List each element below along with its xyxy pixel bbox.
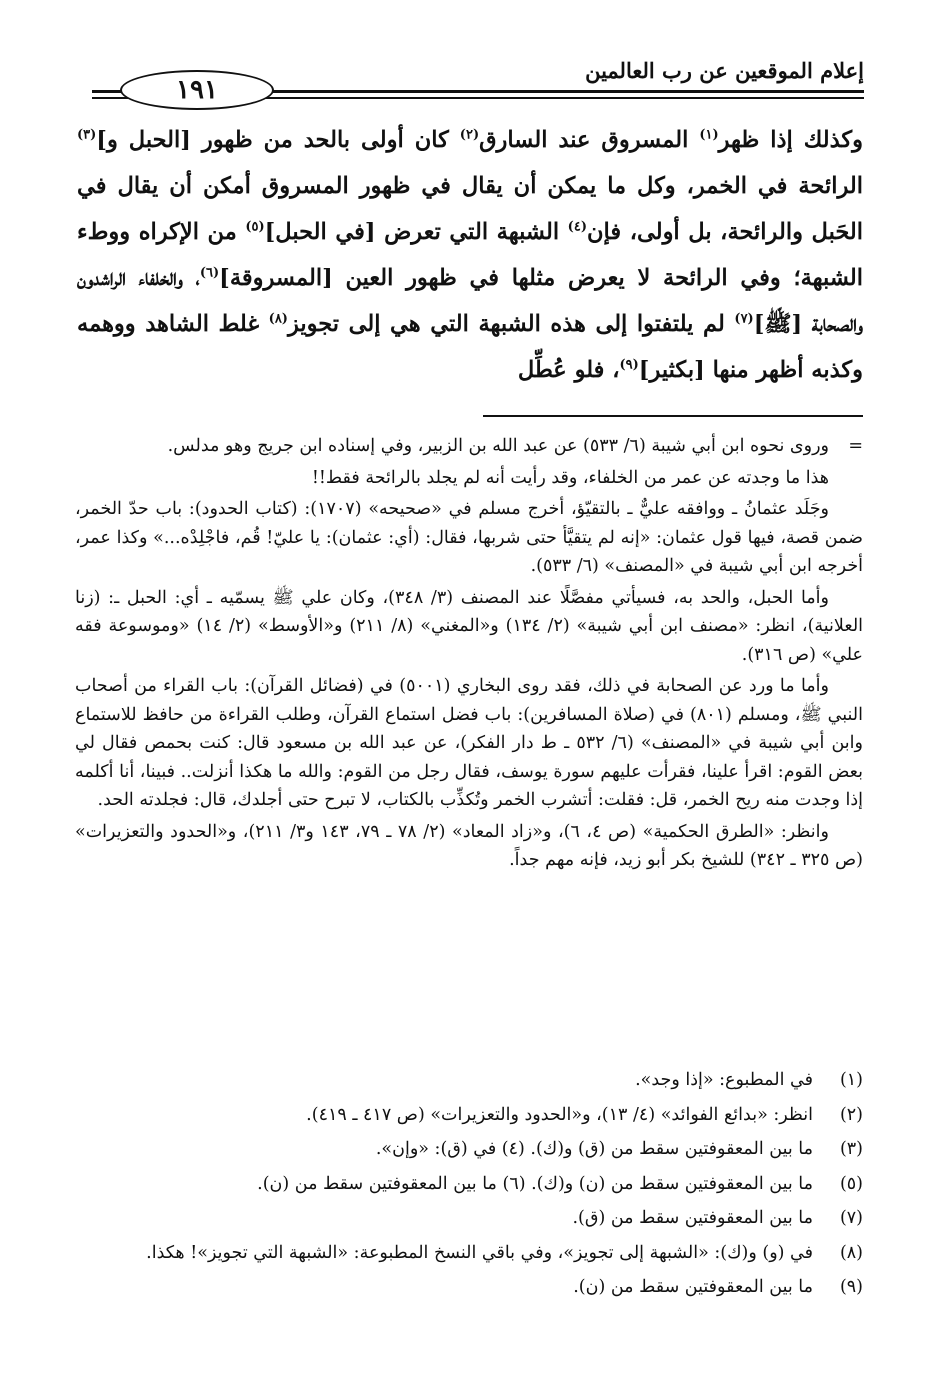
- footnote-number: (١): [839, 1070, 863, 1090]
- continuation-paragraph: وأما ما ورد عن الصحابة في ذلك، فقد روى البخاري (٥٠٠١) في (فضائل القرآن): باب القراء من أصحاب النبي ﷺ، ومسلم (٨٠١) في (صلاة المسافرين): باب فضل استماع القرآن، وطلب القراءة من حافظ للاستماع وابن أبي شيبة في «المصنف» (٦/ ٥٣٢ ـ ط دار الفكر)، عن عبد الله بن مسعود قال: كنت بحمص فقال لي بعض القوم: اقرأ علينا، فقرأت عليهم سورة يوسف، فقال رجل من القوم: والله ما هكذا أنزلت.. فبينا، أنا أكلمه إذا وجدت منه ريح الخمر، قل: فقلت: أتشرب الخمر وتُكذِّب بالكتاب، لا تبرح حتى أجلدك، قال: فجلدته الحد.: [75, 676, 863, 810]
- main-text: [77, 117, 863, 393]
- footnote-marker: (٣): [77, 127, 97, 143]
- footnote-marker: (٨): [268, 311, 288, 327]
- footnote-number: (٣): [839, 1139, 863, 1159]
- footnote-number: (٩): [839, 1277, 863, 1297]
- footnote-marker: (٧): [734, 311, 754, 327]
- footnote-item: [75, 1239, 863, 1268]
- main-text-run: الشبهة التي تعرض [في الحبل]: [264, 219, 568, 245]
- main-text-run: الرائحة في الخمر، وكل ما يمكن أن يقال في ظهور المسروق أمكن أن يقال في الحَبل والرائحة، بل أولى، فإن: [77, 173, 863, 245]
- page-number: ١٩١: [120, 70, 274, 110]
- footnote-text: في المطبوع: «إذا وجد».: [635, 1070, 813, 1090]
- continuation-mark: =: [848, 436, 863, 456]
- footnote-text: ما بين المعقوفتين سقط من (ن) و(ك). (٦) ما بين المعقوفتين سقط من (ن).: [257, 1173, 813, 1194]
- footnote-continuation: [75, 432, 863, 878]
- main-text-run: المسروق عند السارق: [479, 127, 700, 153]
- main-text-run: غلط الشاهد ووهمه وكذبه أظهر منها [بكثير]: [77, 311, 863, 383]
- main-text-run: لم يلتفتوا إلى هذه الشبهة التي هي إلى تجويز: [287, 311, 735, 337]
- footnote-text: ما بين المعقوفتين سقط من (ن).: [573, 1277, 813, 1297]
- footnote-separator: [483, 415, 863, 417]
- main-text-run: وكذلك إذا ظهر: [718, 127, 863, 153]
- footnote-item: [75, 1135, 863, 1164]
- footnote-number: (٧): [839, 1208, 863, 1228]
- book-title: إعلام الموقعين عن رب العالمين: [585, 58, 864, 83]
- footnote-marker: (١): [699, 127, 719, 143]
- continuation-text: وروى نحوه ابن أبي شيبة (٦/ ٥٣٣) عن عبد الله بن الزبير، وفي إسناده ابن جريج وهو مدلس.: [167, 436, 829, 456]
- footnote-item: [75, 1101, 863, 1130]
- footnote-marker: (٥): [245, 219, 265, 235]
- footnote-item: [75, 1273, 863, 1302]
- continuation-paragraph: وانظر: «الطرق الحكمية» (ص ٤، ٦)، و«زاد المعاد» (٢/ ٧٨ ـ ٧٩، ١٤٣ و٣/ ٢١١)، و«الحدود والتعزيرات» (ص ٣٢٥ ـ ٣٤٢) للشيخ بكر أبو زيد، فإنه مهم جداً.: [75, 821, 863, 870]
- main-text-run: ، فلو عُطِّل: [517, 357, 620, 383]
- main-text-run: من الإكراه ووطء الشبهة؛ وفي الرائحة لا يعرض مثلها في ظهور العين [المسروقة]: [77, 219, 864, 291]
- footnote-text: انظر: «بدائع الفوائد» (٤/ ١٣)، و«الحدود والتعزيرات» (ص ٤١٧ ـ ٤١٩).: [306, 1104, 813, 1125]
- continuation-paragraph: وجَلَد عثمانُ ـ ووافقه عليٌّ ـ بالتقيّؤ، أخرج مسلم في «صحيحه» (١٧٠٧): (كتاب الحدود): باب حدّ الخمر، ضمن قصة، فيها قول عثمان: «إنه لم يتقيَّأ حتى شربها، فقال: (أي: عثمان): يا عليّ! قُم، فاجْلِدْه...» وكذا عمر، أخرجه ابن أبي شيبة في «المصنف» (٦/ ٥٣٣).: [75, 499, 863, 576]
- footnote-marker: (٦): [199, 265, 220, 281]
- page-header: [92, 48, 864, 110]
- footnote-text: ما بين المعقوفتين سقط من (ق) و(ك). (٤) في (ق): «وإن».: [375, 1139, 813, 1159]
- continuation-paragraph: هذا ما وجدته عن عمر من الخلفاء، وقد رأيت أنه لم يجلد بالرائحة فقط!!: [311, 467, 829, 488]
- footnote-marker: (٤): [567, 219, 587, 235]
- continuation-paragraph: وأما الحبل، والحد به، فسيأتي مفصَّلًا عند المصنف (٣/ ٣٤٨)، وكان علي ﷺ يسمّيه ـ أي: الحبل ـ: (زنا العلانية)، انظر: «مصنف ابن أبي شيبة» (٢/ ١٣٤) و«المغني» (٨/ ٢١١) و«الأوسط» (٢/ ١٤) «وموسوعة فقه علي» (ص ٣١٦).: [75, 587, 864, 665]
- footnote-text: ما بين المعقوفتين سقط من (ق).: [572, 1208, 813, 1228]
- footnote-text: في (و) و(ك): «الشبهة إلى تجويز»، وفي باقي النسخ المطبوعة: «الشبهة التي تجويز»! هكذا.: [146, 1242, 813, 1263]
- footnote-number: (٢): [839, 1104, 863, 1125]
- footnote-number: (٨): [839, 1242, 863, 1263]
- footnote-item: [75, 1066, 863, 1095]
- footnote-item: [75, 1204, 863, 1233]
- main-text-run: كان أولى بالحد من ظهور [الحبل و]: [96, 127, 460, 153]
- footnotes-list: [75, 1066, 863, 1308]
- footnote-item: [75, 1170, 863, 1199]
- footnote-marker: (٢): [459, 127, 480, 143]
- continuation-paragraph: [75, 432, 863, 461]
- footnote-marker: (٩): [619, 357, 639, 373]
- main-text-run: ، والخلفاء الراشدون والصحابة [ﷺ]: [77, 265, 863, 337]
- footnote-number: (٥): [839, 1173, 863, 1194]
